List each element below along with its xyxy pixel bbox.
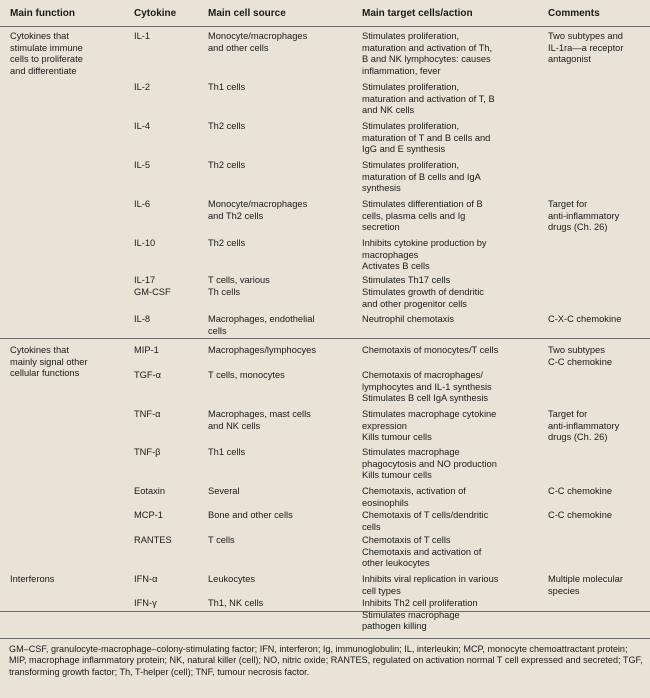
cytokine-name: GM-CSF (134, 287, 171, 297)
target-action: Stimulates proliferation, maturation of T and B cells and IgG and E synthesis (362, 121, 491, 155)
target-action: Inhibits viral replication in various cell types (362, 574, 499, 596)
target-action: Chemotaxis of macrophages/ lymphocytes and IL-1 synthesis Stimulates B cell IgA synthesis (362, 370, 492, 404)
table-footnote: GM–CSF, granulocyte-macrophage–colony-stimulating factor; IFN, interferon; Ig, immunoglobulin; IL, interleukin; MCP, monocyte chemoattractant protein; MIP, macrophage inflammatory protein; NK, natural killer (cell); NO, nitric oxide; RANTES, regulated on activation normal T cell expressed and secreted; TGF, transforming growth factor; Th, T-helper (cell); TNF, tumour necrosis factor. (9, 644, 643, 677)
cytokine-name: IL-4 (134, 121, 151, 131)
cell-source: Th1 cells (208, 82, 246, 92)
group-function: Cytokines that stimulate immune cells to proliferate and differentiate (10, 31, 83, 76)
cell-source: Macrophages/lymphocyes (208, 345, 316, 355)
target-action: Stimulates growth of dendritic and other progenitor cells (362, 287, 484, 309)
cell-source: Bone and other cells (208, 510, 293, 520)
cell-source: T cells, monocytes (208, 370, 285, 380)
target-action: Chemotaxis of T cells Chemotaxis and activation of other leukocytes (362, 535, 482, 569)
comment: Two subtypes and IL-1ra—a receptor antagonist (548, 31, 624, 65)
cell-source: Macrophages, endothelial cells (208, 314, 315, 336)
cell-source: Th cells (208, 287, 241, 297)
target-action: Stimulates differentiation of B cells, plasma cells and Ig secretion (362, 199, 483, 233)
cytokine-name: IFN-γ (134, 598, 157, 608)
target-action: Chemotaxis of T cells/dendritic cells (362, 510, 489, 532)
cell-source: Th2 cells (208, 121, 246, 131)
target-action: Chemotaxis of monocytes/T cells (362, 345, 499, 355)
header-comments: Comments (548, 8, 600, 19)
table-header (0, 0, 650, 27)
group-divider (0, 338, 650, 339)
cytokine-name: IL-10 (134, 238, 156, 248)
target-action: Inhibits Th2 cell proliferation Stimulates macrophage pathogen killing (362, 598, 478, 632)
comment: Two subtypes C-C chemokine (548, 345, 613, 367)
target-action: Neutrophil chemotaxis (362, 314, 454, 324)
group-function: Cytokines that mainly signal other cellular functions (10, 345, 88, 379)
cytokine-name: IL-1 (134, 31, 151, 41)
footer-divider (0, 638, 650, 639)
header-main-cell-source: Main cell source (208, 8, 286, 19)
comment: C-X-C chemokine (548, 314, 622, 324)
cytokine-name: MCP-1 (134, 510, 163, 520)
cell-source: Monocyte/macrophages and other cells (208, 31, 308, 53)
cell-source: Th1, NK cells (208, 598, 264, 608)
cytokine-name: IL-2 (134, 82, 151, 92)
cytokine-name: IL-17 (134, 275, 156, 285)
cell-source: Monocyte/macrophages and Th2 cells (208, 199, 308, 221)
group-divider (0, 611, 650, 612)
comment: Target for anti-inflammatory drugs (Ch. 26) (548, 409, 620, 443)
target-action: Chemotaxis, activation of eosinophils (362, 486, 466, 508)
target-action: Stimulates macrophage cytokine expression Kills tumour cells (362, 409, 497, 443)
target-action: Stimulates proliferation, maturation and activation of Th, B and NK lymphocytes: causes inflammation, fever (362, 31, 493, 76)
cytokine-name: TNF-α (134, 409, 161, 419)
cell-source: Th2 cells (208, 238, 246, 248)
cytokine-name: Eotaxin (134, 486, 166, 496)
cytokine-name: MIP-1 (134, 345, 159, 355)
target-action: Stimulates Th17 cells (362, 275, 451, 285)
comment: Multiple molecular species (548, 574, 623, 596)
target-action: Stimulates proliferation, maturation of B cells and IgA synthesis (362, 160, 481, 194)
cell-source: T cells, various (208, 275, 270, 285)
cytokine-name: RANTES (134, 535, 172, 545)
target-action: Inhibits cytokine production by macrophages Activates B cells (362, 238, 487, 272)
cell-source: Th2 cells (208, 160, 246, 170)
cell-source: Th1 cells (208, 447, 246, 457)
cytokine-name: IL-6 (134, 199, 151, 209)
header-cytokine: Cytokine (134, 8, 177, 19)
cytokine-name: IL-8 (134, 314, 151, 324)
header-main-function: Main function (10, 8, 75, 19)
comment: C-C chemokine (548, 486, 613, 496)
cytokine-name: IL-5 (134, 160, 151, 170)
cell-source: Several (208, 486, 240, 496)
cytokine-name: IFN-α (134, 574, 158, 584)
cytokine-name: TNF-β (134, 447, 161, 457)
cell-source: Leukocytes (208, 574, 256, 584)
cytokine-name: TGF-α (134, 370, 162, 380)
header-main-target: Main target cells/action (362, 8, 473, 19)
cell-source: T cells (208, 535, 235, 545)
comment: C-C chemokine (548, 510, 613, 520)
group-function: Interferons (10, 574, 55, 584)
target-action: Stimulates macrophage phagocytosis and NO production Kills tumour cells (362, 447, 497, 481)
comment: Target for anti-inflammatory drugs (Ch. 26) (548, 199, 620, 233)
target-action: Stimulates proliferation, maturation and activation of T, B and NK cells (362, 82, 495, 116)
cell-source: Macrophages, mast cells and NK cells (208, 409, 311, 431)
